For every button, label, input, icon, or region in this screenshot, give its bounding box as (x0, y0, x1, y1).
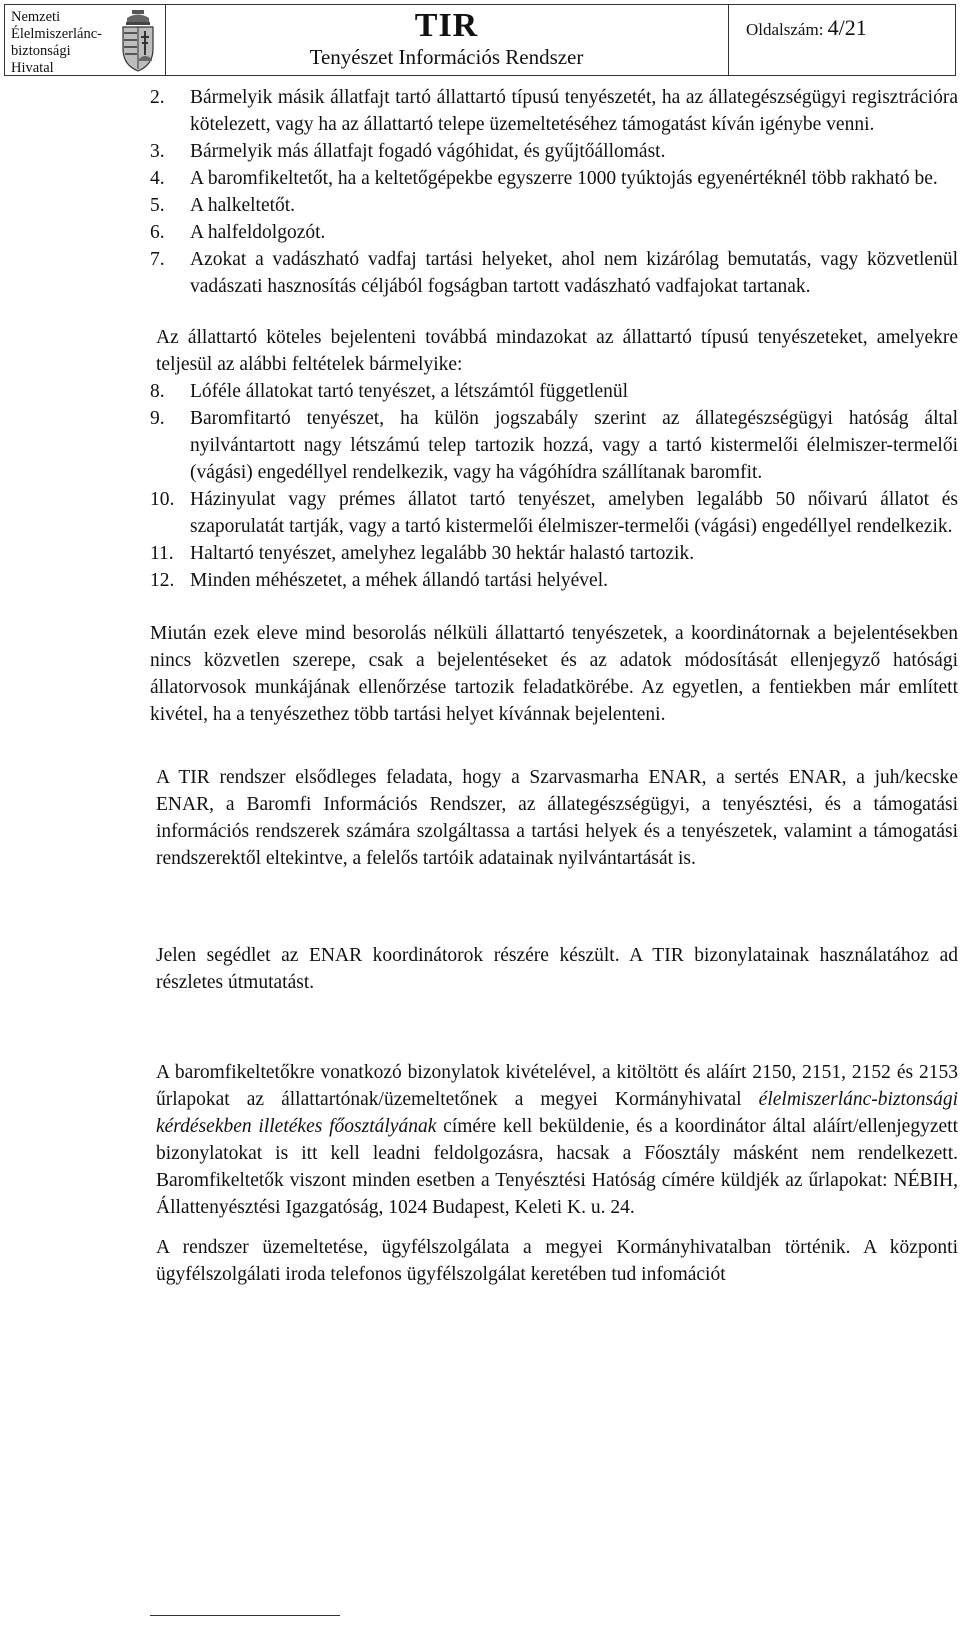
submission-italic-text: élelmiszerlánc-biztonsági kérdésekben illetékes főosztályának (156, 1089, 958, 1137)
list-item-text: A baromfikeltetőt, ha a keltetőgépekbe egyszerre 1000 tyúktojás egyenértéknél több rakható be. (190, 168, 938, 189)
paragraph-guide-note: Jelen segédlet az ENAR koordinátorok részére készült. A TIR bizonylatainak használatához ad részletes útmutatást. (156, 945, 958, 993)
list-item (150, 138, 958, 165)
list-item-number: 3. (150, 141, 165, 162)
list-item-text: A halfeldolgozót. (190, 222, 326, 243)
document-title: TIR (414, 7, 479, 44)
document-body (150, 84, 958, 1288)
page-number-label: Oldalszám: (746, 20, 824, 39)
paragraph-submission (156, 1059, 958, 1221)
list-item-text: Bármelyik más állatfajt fogadó vágóhidat, és gyűjtőállomást. (190, 141, 666, 162)
page-number (746, 15, 867, 41)
list-item-text: Bármelyik másik állatfajt tartó állattartó típusú tenyészetét, ha az állategészségügyi regisztrációra kötelezett, vagy ha az állattartó telepe üzemeltetéséhez támogatást kíván igénybe venni. (190, 87, 958, 135)
list-item (150, 84, 958, 138)
header-title-cell (165, 5, 729, 75)
header-org-cell (5, 5, 166, 75)
list-item-number: 11. (150, 543, 174, 564)
paragraph-tir-purpose: A TIR rendszer elsődleges feladata, hogy a Szarvasmarha ENAR, a sertés ENAR, a juh/kecske ENAR, a Baromfi Információs Rendszer, az állategészségügyi, a tenyésztési, és a támogatási információs rendszerek számára szolgáltassa a tartási helyek és a tenyészetek, valamint a támogatási rendszerektől eltekintve, a felelős tartóik adatainak nyilvántartását is. (156, 767, 958, 869)
list-item-text: Haltartó tenyészet, amelyhez legalább 30 hektár halastó tartozik. (190, 543, 695, 564)
paragraph-intro: Az állattartó köteles bejelenteni továbbá mindazokat az állattartó típusú tenyészeteket, amelyekre teljesül az alábbi feltételek bármelyike: (156, 327, 958, 375)
list-item (150, 378, 958, 405)
org-name-line: Hivatal (11, 60, 54, 76)
list-item-number: 7. (150, 249, 165, 270)
numbered-list-conditions (150, 378, 958, 594)
list-item-number: 4. (150, 168, 165, 189)
org-name (11, 9, 111, 77)
submission-text: A baromfikeltetőkre vonatkozó bizonylatok kivételével, a kitöltött és aláírt 2150, 2151, 2152 és 2153 űrlapokat az állattartónak/üzemeltetőnek a megyei Kormányhivatal (156, 1062, 958, 1110)
list-item (150, 540, 958, 567)
list-item-number: 9. (150, 408, 165, 429)
list-item-number: 8. (150, 381, 165, 402)
list-item-number: 5. (150, 195, 165, 216)
list-item-number: 10. (150, 489, 175, 510)
org-name-line: Élelmiszerlánc- (11, 26, 102, 42)
list-item-text: Azokat a vadászható vadfaj tartási helyeket, ahol nem kizárólag bemutatás, vagy közvetlenül vadászati hasznosítás céljából fogságban tartott vadászható vadfajokat tartanak. (190, 249, 958, 297)
page-number-value: 4/21 (827, 15, 867, 40)
list-item-text: Baromfitartó tenyészet, ha külön jogszabály szerint az állategészségügyi hatóság által nyilvántartott nagy létszámú telep tartozik hozzá, vagy a tartó kistermelői élelmiszer-termelői (vágási) engedéllyel rendelkezik, vagy ha vágóhídra szállítanak baromfit. (190, 408, 958, 483)
submission-text: címére kell beküldenie, és a koordinátor által aláírt/ellenjegyzett bizonylatokat is itt kell leadni feldolgozásra, hacsak a Főosztály másként nem rendelkezett. Baromfikeltetők viszont minden esetben a Tenyésztési Hatóság címére küldjék az űrlapokat: NÉBIH, Állattenyésztési Igazgatóság, 1024 Budapest, Keleti K. u. 24. (156, 1116, 958, 1218)
list-item (150, 192, 958, 219)
list-item (150, 486, 958, 540)
list-item-text: Lóféle állatokat tartó tenyészet, a létszámtól függetlenül (190, 381, 629, 402)
org-name-line: biztonsági (11, 43, 71, 59)
numbered-list-registration (150, 84, 958, 300)
page-header (4, 4, 956, 76)
list-item-number: 12. (150, 570, 175, 591)
list-item-text: A halkeltetőt. (190, 195, 296, 216)
list-item (150, 405, 958, 486)
list-item-number: 2. (150, 87, 165, 108)
paragraph-operation: A rendszer üzemeltetése, ügyfélszolgálata a megyei Kormányhivatalban történik. A központi ügyfélszolgálati iroda telefonos ügyfélszolgálat keretében tud infomációt (156, 1237, 958, 1285)
paragraph-coordinator-role: Miután ezek eleve mind besorolás nélküli állattartó tenyészetek, a koordinátornak a bejelentésekben nincs közvetlen szerepe, csak a bejelentéseket és az adatok módosítását ellenjegyző hatósági állatorvosok munkájának ellenőrzése tartozik feladatkörébe. Az egyetlen, a fentiekben már említett kivétel, ha a tenyészethez több tartási helyet kívánnak bejelenteni. (150, 623, 958, 725)
footnote-divider (150, 1615, 340, 1616)
list-item-text: Házinyulat vagy prémes állatot tartó tenyészet, amelyben legalább 50 nőivarú állatot és szaporulatát tartják, vagy a tartó kistermelői élelmiszer-termelői (vágási) engedéllyel rendelkezik. (190, 489, 958, 537)
list-item (150, 165, 958, 192)
header-page-cell (728, 5, 955, 75)
list-item (150, 567, 958, 594)
list-item (150, 219, 958, 246)
org-name-line: Nemzeti (11, 9, 61, 25)
coat-of-arms-icon (117, 9, 159, 73)
list-item-text: Minden méhészetet, a méhek állandó tartási helyével. (190, 570, 609, 591)
list-item (150, 246, 958, 300)
list-item-number: 6. (150, 222, 165, 243)
document-subtitle: Tenyészet Információs Rendszer (309, 45, 584, 69)
